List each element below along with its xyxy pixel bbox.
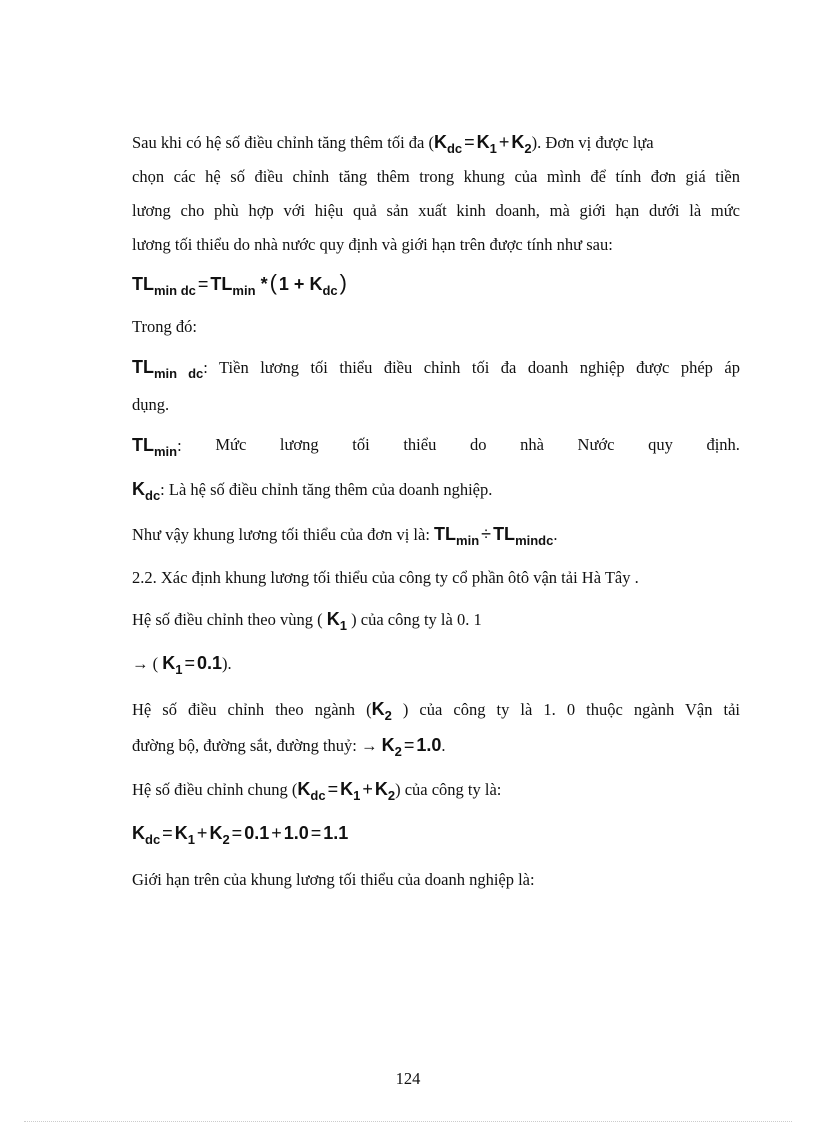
definition-tl-min-dc: $TL_{min dc}$: Tiền lương tối thiểu điều chỉnh tối đa doanh nghiệp được phép áp [132,357,740,381]
formula-tl-min-dc: $TL_{min dc} = TL_{min}$ *( $1 + K_{dc}$) [132,270,347,298]
k2-value: đường bộ, đường sắt, đường thuỷ: → $K_2 = 1.0$. [132,735,446,759]
formula-kdc: $K_{dc} = K_1 + K_2$ [433,132,532,156]
paragraph-line: Giới hạn trên của khung lương tối thiểu của doanh nghiệp là: [132,870,535,889]
text: Sau khi có hệ số điều chỉnh tăng thêm tối đa ( [132,133,434,152]
definition-kdc: $K_{dc}$: Là hệ số điều chỉnh tăng thêm của doanh nghiệp. [132,479,493,503]
page-bottom-border [24,1121,792,1122]
page-number: 124 [395,1069,421,1088]
kdc-calculation: $K_{dc} = K_1 + K_2 = 0.1 + 1.0 = 1.1$ [132,823,349,847]
paragraph-line: dụng. [132,395,170,414]
text: ). Đơn vị được lựa [531,133,654,152]
paragraph-line: lương tối thiểu do nhà nước quy định và giới hạn trên được tính như sau: [132,235,613,254]
kdc-line: Hệ số điều chỉnh chung $(K_{dc} = K_1 + K_2)$ của công ty là: [132,779,502,803]
paragraph-line [132,131,740,160]
paragraph-line: lương cho phù hợp với hiệu quả sản xuất kinh doanh, mà giới hạn dưới là mức [132,201,740,220]
khung-luong-line: Như vậy khung lương tối thiểu của đơn vị là: $TL_{min} \div TL_{mindc}$. [132,524,558,548]
section-heading: 2.2. Xác định khung lương tối thiểu của công ty cổ phần ôtô vận tải Hà Tây . [132,568,639,587]
trong-do-label: Trong đó: [132,317,197,336]
k1-value: → ( $K_1 = 0.1$). [132,653,232,677]
k1-line: Hệ số điều chỉnh theo vùng ( $K_1$ ) của công ty là 0. 1 [132,609,482,633]
k2-line: Hệ số điều chỉnh theo ngành ($K_2$ ) của công ty là 1. 0 thuộc ngành Vận tải [132,699,740,723]
definition-tl-min: $TL_{min}$: Mức lương tối thiểu do nhà Nước quy định. [132,435,740,459]
paragraph-line: chọn các hệ số điều chỉnh tăng thêm trong khung của mình để tính đơn giá tiền [132,167,740,186]
